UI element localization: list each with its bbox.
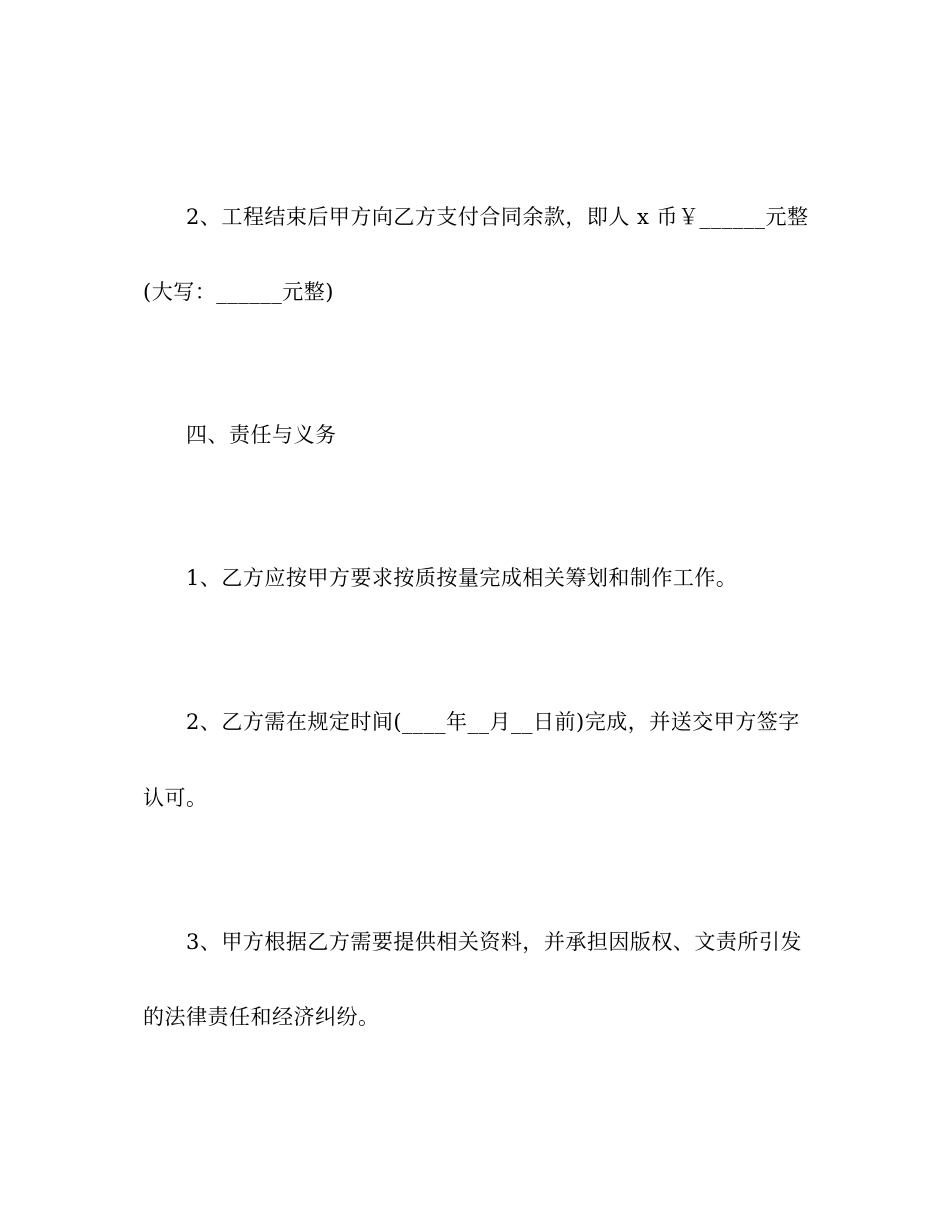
clause-1: 1、乙方应按甲方要求按质按量完成相关筹划和制作工作。: [186, 566, 738, 590]
clause-3-line-2: 的法律责任和经济纠纷。: [143, 1005, 380, 1029]
clause-2-line-1: 2、乙方需在规定时间(____年__月__日前)完成，并送交甲方签字: [186, 710, 800, 734]
payment-clause-line-2: (大写：______元整): [143, 280, 334, 304]
section-heading-responsibilities: 四、责任与义务: [186, 423, 337, 447]
clause-2-line-2: 认可。: [143, 786, 208, 810]
clause-3-line-1: 3、甲方根据乙方需要提供相关资料，并承担因版权、文责所引发: [186, 930, 802, 954]
payment-clause-line-1: 2、工程结束后甲方向乙方支付合同余款，即人 x 币￥______元整: [186, 205, 809, 229]
